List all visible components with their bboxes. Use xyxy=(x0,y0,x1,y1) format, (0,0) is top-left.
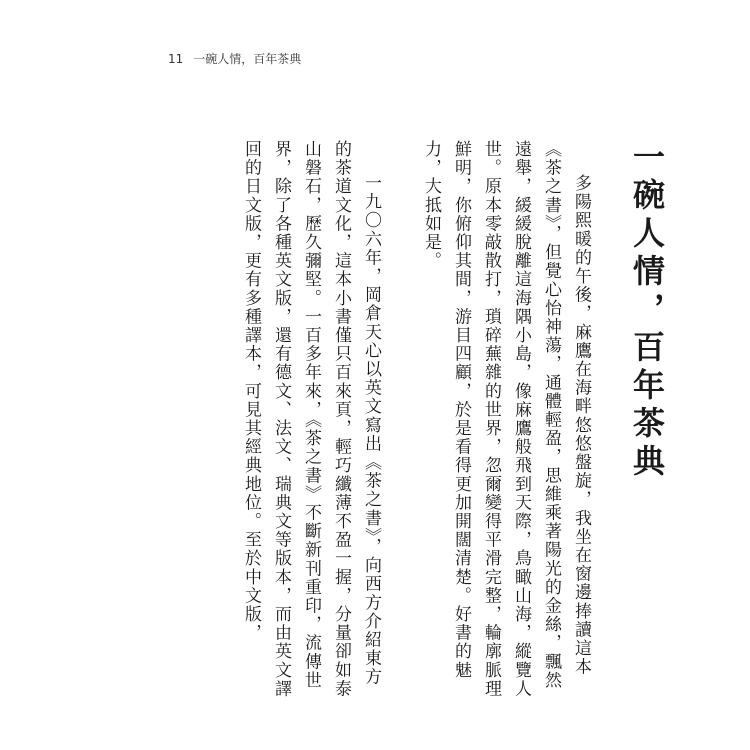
paragraph-2-text: 一九〇六年，岡倉天心以英文寫出《茶之書》，向西方介紹東方的茶道文化，這本小書僅只百來頁，輕巧纖薄不盈一握，分量卻如泰山磐石，歷久彌堅。一百多年來，《茶之書》不斷新刊重印，流傳世界，除了各種英文版，還有德文、法文、瑞典文等版本，而由英文譯回的日文版，更有多種譯本，可見其經典地位。至於中文版， xyxy=(241,140,381,698)
paragraph-1-text: 多陽熙暖的午後，麻鷹在海畔悠悠盤旋，我坐在窗邊捧讀這本《茶之書》，但覺心怡神蕩，通體輕盈，思維乘著陽光的金絲，飄然遠舉，緩緩脫離這海隅小島，像麻鷹般飛到天際，鳥瞰山海，縱覽人世。原本零敲散打，瑣碎蕪雜的世界，忽爾變得平滑完整，輪廓脈理鮮明，你俯仰其間，游目四顧，於是看得更加開闊清楚。好書的魅力，大抵如是。 xyxy=(421,140,591,698)
paragraph-1 xyxy=(416,140,596,700)
vertical-text-block xyxy=(236,140,666,700)
running-title: 一碗人情，百年茶典 xyxy=(193,52,302,66)
paragraph-2 xyxy=(236,140,386,700)
running-header xyxy=(168,50,301,67)
page-number: 11 xyxy=(168,51,184,66)
chapter-title: 一碗人情，百年茶典 xyxy=(628,140,666,482)
